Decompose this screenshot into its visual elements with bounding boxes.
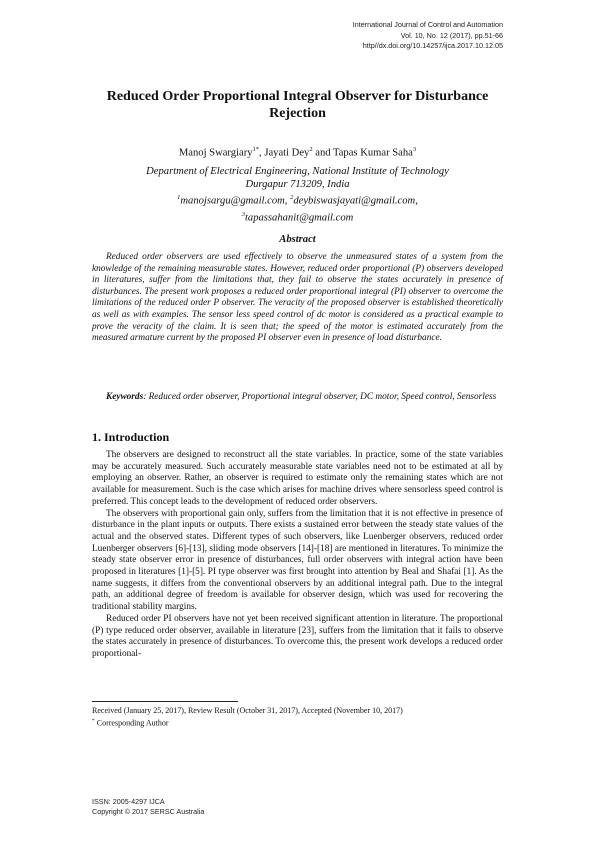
email-marker: 3 [241, 210, 245, 218]
author-emails [92, 191, 503, 208]
footnote [92, 706, 403, 729]
author-emails [92, 208, 503, 225]
corresponding-marker: * [92, 718, 95, 725]
affiliation-department: Department of Electrical Engineering, National Institute of Technology [146, 166, 449, 177]
email-marker: 1 [177, 194, 181, 201]
keywords [92, 392, 503, 404]
email-link[interactable]: manojsargu@gmail.com, [180, 195, 291, 207]
journal-name: International Journal of Control and Automation [352, 20, 503, 29]
received-dates: Received (January 25, 2017), Review Result (October 31, 2017), Accepted (November 10, 2017) [92, 706, 403, 715]
paper-title: Reduced Order Proportional Integral Observer for Disturbance Rejection [106, 89, 489, 121]
paragraph: Reduced order PI observers have not yet been received significant attention in literature. The proportional (P) type reduced order observer, available in literature [23], suffers from the limitation that it fails to observe the states accurately in presence of disturbances. To overcome this, the present work develops a reduced order proportional- [92, 613, 503, 659]
paragraph: The observers are designed to reconstruct all the state variables. In practice, some of the state variables may be accurately measured. Such accurately measurable state variables need not to be estimated at all by employing an observer. Rather, an observer is required to estimate only the remaining states which are not available for measurement. Such is the case which arises for machine drives where sensorless speed control is preferred. This concept leads to the development of reduced order observers. [92, 450, 503, 507]
author-list [92, 146, 503, 159]
author-name: Tapas Kumar Saha [333, 147, 413, 159]
journal-volume: Vol. 10, No. 12 (2017), pp.51-66 [400, 30, 503, 40]
author-name: Manoj Swargiary [178, 147, 253, 159]
copyright: Copyright © 2017 SERSC Australia [92, 807, 205, 817]
page-footer [92, 797, 204, 818]
author-separator: , [259, 147, 265, 159]
affiliation-location: Durgapur 713209, India [245, 179, 350, 190]
issn: ISSN: 2005-4297 IJCA [92, 797, 165, 806]
paragraph: The observers with proportional gain only, suffers from the limitation that it is not effective in presence of disturbance in the plant inputs or outputs. There exists a sustained error between the steady state values of the actual and the observed states. Different types of such observers, like Luenberger observers, reduced order Luenberger observers [6]-[13], sliding mode observers [14]-[18] are mentioned in literatures. To minimize the steady state observer error in presence of disturbances, full order observers with integral action have been proposed in literatures [1]-[5]. PI type observer was first brought into attention by Beal and Shafai [1]. As the name suggests, it differs from the conventional observers by an additional integral path. Due to the integral path, an additional degree of freedom is available for observer design, which was used for recovering the traditional stability margins. [92, 508, 503, 613]
author-marker: 1* [252, 146, 260, 153]
author-marker: 2 [309, 146, 313, 153]
abstract-text: Reduced order observers are used effectively to observe the unmeasured states of a system from the knowledge of the remaining measurable states. However, reduced order proportional (P) observers developed in literatures, suffer from the limitations that, they fail to observe the states accurately in presence of disturbances. The present work proposes a reduced order proportional integral (PI) observer to overcome the limitations of the reduced order P observer. The veracity of the proposed observer is established theoretically as well as with examples. The sensor less speed control of dc motor is considered as a practical example to prove the veracity of the claim. It is seen that; the speed of the motor is estimated accurately from the measured armature current by the proposed PI observer even in presence of load disturbance. [92, 252, 503, 344]
email-link[interactable]: deybiswasjayati@gmail.com, [293, 195, 418, 207]
keywords-label: Keywords [106, 392, 144, 402]
footnote-divider [92, 701, 238, 702]
author-separator: and [312, 147, 333, 159]
corresponding-label: Corresponding Author [94, 718, 169, 728]
corresponding-author-note [92, 716, 403, 729]
section-heading: 1. Introduction [92, 430, 170, 444]
email-marker: 2 [290, 194, 294, 201]
email-link[interactable]: tapassahanit@gmail.com [244, 212, 354, 224]
journal-doi: http//dx.doi.org/10.14257/ijca.2017.10.12.05 [362, 41, 503, 51]
section-body [92, 450, 503, 661]
author-marker: 3 [412, 146, 417, 153]
author-name: Jayati Dey [264, 147, 310, 159]
keywords-text: : Reduced order observer, Proportional integral observer, DC motor, Speed control, Sensorless [143, 392, 497, 402]
affiliation-block [92, 165, 503, 224]
journal-header [353, 20, 503, 52]
abstract-heading: Abstract [279, 234, 316, 245]
